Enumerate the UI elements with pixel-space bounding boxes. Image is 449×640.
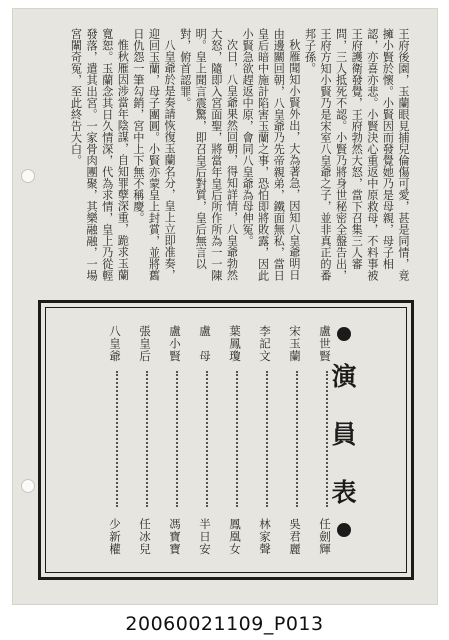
dotted-leader [116, 371, 118, 507]
paragraph: 次日，八皇爺果然回朝，得知詳情，八皇爺勃然大怒，隨即入宮面聖，將當年皇后所作所為一一陳明。皇上聞言震驚，即召皇后對質，皇后無言以對，俯首認罪。 [178, 28, 239, 281]
title-char: 表 [331, 478, 357, 507]
synopsis-text [35, 28, 411, 290]
cast-entry [167, 325, 187, 555]
cast-entry [287, 325, 307, 555]
role-name: 葉鳳瓊 [228, 325, 242, 363]
dotted-leader [326, 371, 328, 507]
role-name: 李記文 [258, 325, 272, 363]
paragraph: 王府後園，玉蘭眼見捕兒倫傷可愛，甚是同情，竟擁小賢於懷。小賢因而發覺她乃是母親，母子相認，亦喜亦悲。小賢決心重返中原救母，不料事被王府護衛發覺，王府勃然大怒，當下召集三人審問，三人抵死不認。小賢乃將身世秘密全盤告出，王府方知小賢乃是宋室八皇爺之子，並非真正的番邦子孫。 [303, 28, 410, 281]
paragraph: 惟秋雁因涉當年陰謀，自知罪孽深重，跪求玉蘭寬恕。玉蘭念其日久情深，代為求情，皇上乃從輕發落，遣其出宮。一家骨肉團聚，其樂融融，一場宮闈奇冤，至此終告大白。 [69, 28, 130, 281]
actor-name: 鳳凰女 [228, 517, 242, 555]
dotted-leader [206, 371, 208, 507]
cast-entry [107, 325, 127, 555]
role-name: 盧 母 [198, 325, 212, 363]
cast-entry [317, 325, 337, 555]
paragraph: 八皇爺於是奏請恢復玉蘭名分，皇上立即准奏，迎回玉蘭，母子團圓。小賢亦蒙皇上封賞，並將舊日仇怨一筆勾銷，宮中上下無不稱慶。 [131, 28, 177, 281]
actor-name: 吳君麗 [288, 517, 302, 555]
dotted-leader [296, 371, 298, 507]
cast-entry [227, 325, 247, 555]
cast-entry [257, 325, 277, 555]
dotted-leader [236, 371, 238, 507]
punch-hole [21, 169, 35, 183]
image-caption: 20060021109_P013 [125, 613, 324, 635]
role-name: 張皇后 [138, 325, 152, 363]
actor-name: 任劍輝 [318, 517, 332, 555]
actor-name: 任冰兒 [138, 517, 152, 555]
role-name: 盧小賢 [168, 325, 182, 363]
title-char: 員 [331, 420, 357, 449]
cast-entry [197, 325, 217, 555]
dotted-leader [146, 371, 148, 507]
role-name: 八皇爺 [108, 325, 122, 363]
dotted-leader [176, 371, 178, 507]
title-char: 演 [331, 362, 357, 391]
actor-name: 林家聲 [258, 517, 272, 555]
actor-name: 馮寶寶 [168, 517, 182, 555]
bullet-dot-icon [337, 327, 351, 341]
paragraph: 秋雁聞知小賢外出，大為著急，因知八皇爺明日由邊關回朝，八皇爺乃先帝親弟，鐵面無私，當日皇后暗中施計陷害玉蘭之事，恐怕即將敗露，因此小賢急欲趕返中原，會同八皇爺為母伸冤。 [241, 28, 301, 281]
punch-hole [21, 479, 35, 493]
cast-table [38, 300, 414, 580]
role-name: 盧世賢 [318, 325, 332, 363]
dotted-leader [266, 371, 268, 507]
actor-name: 半日安 [198, 517, 212, 555]
cast-entry [137, 325, 157, 555]
actor-name: 少新權 [108, 517, 122, 555]
bullet-dot-icon [337, 523, 351, 537]
role-name: 宋玉蘭 [288, 325, 302, 363]
